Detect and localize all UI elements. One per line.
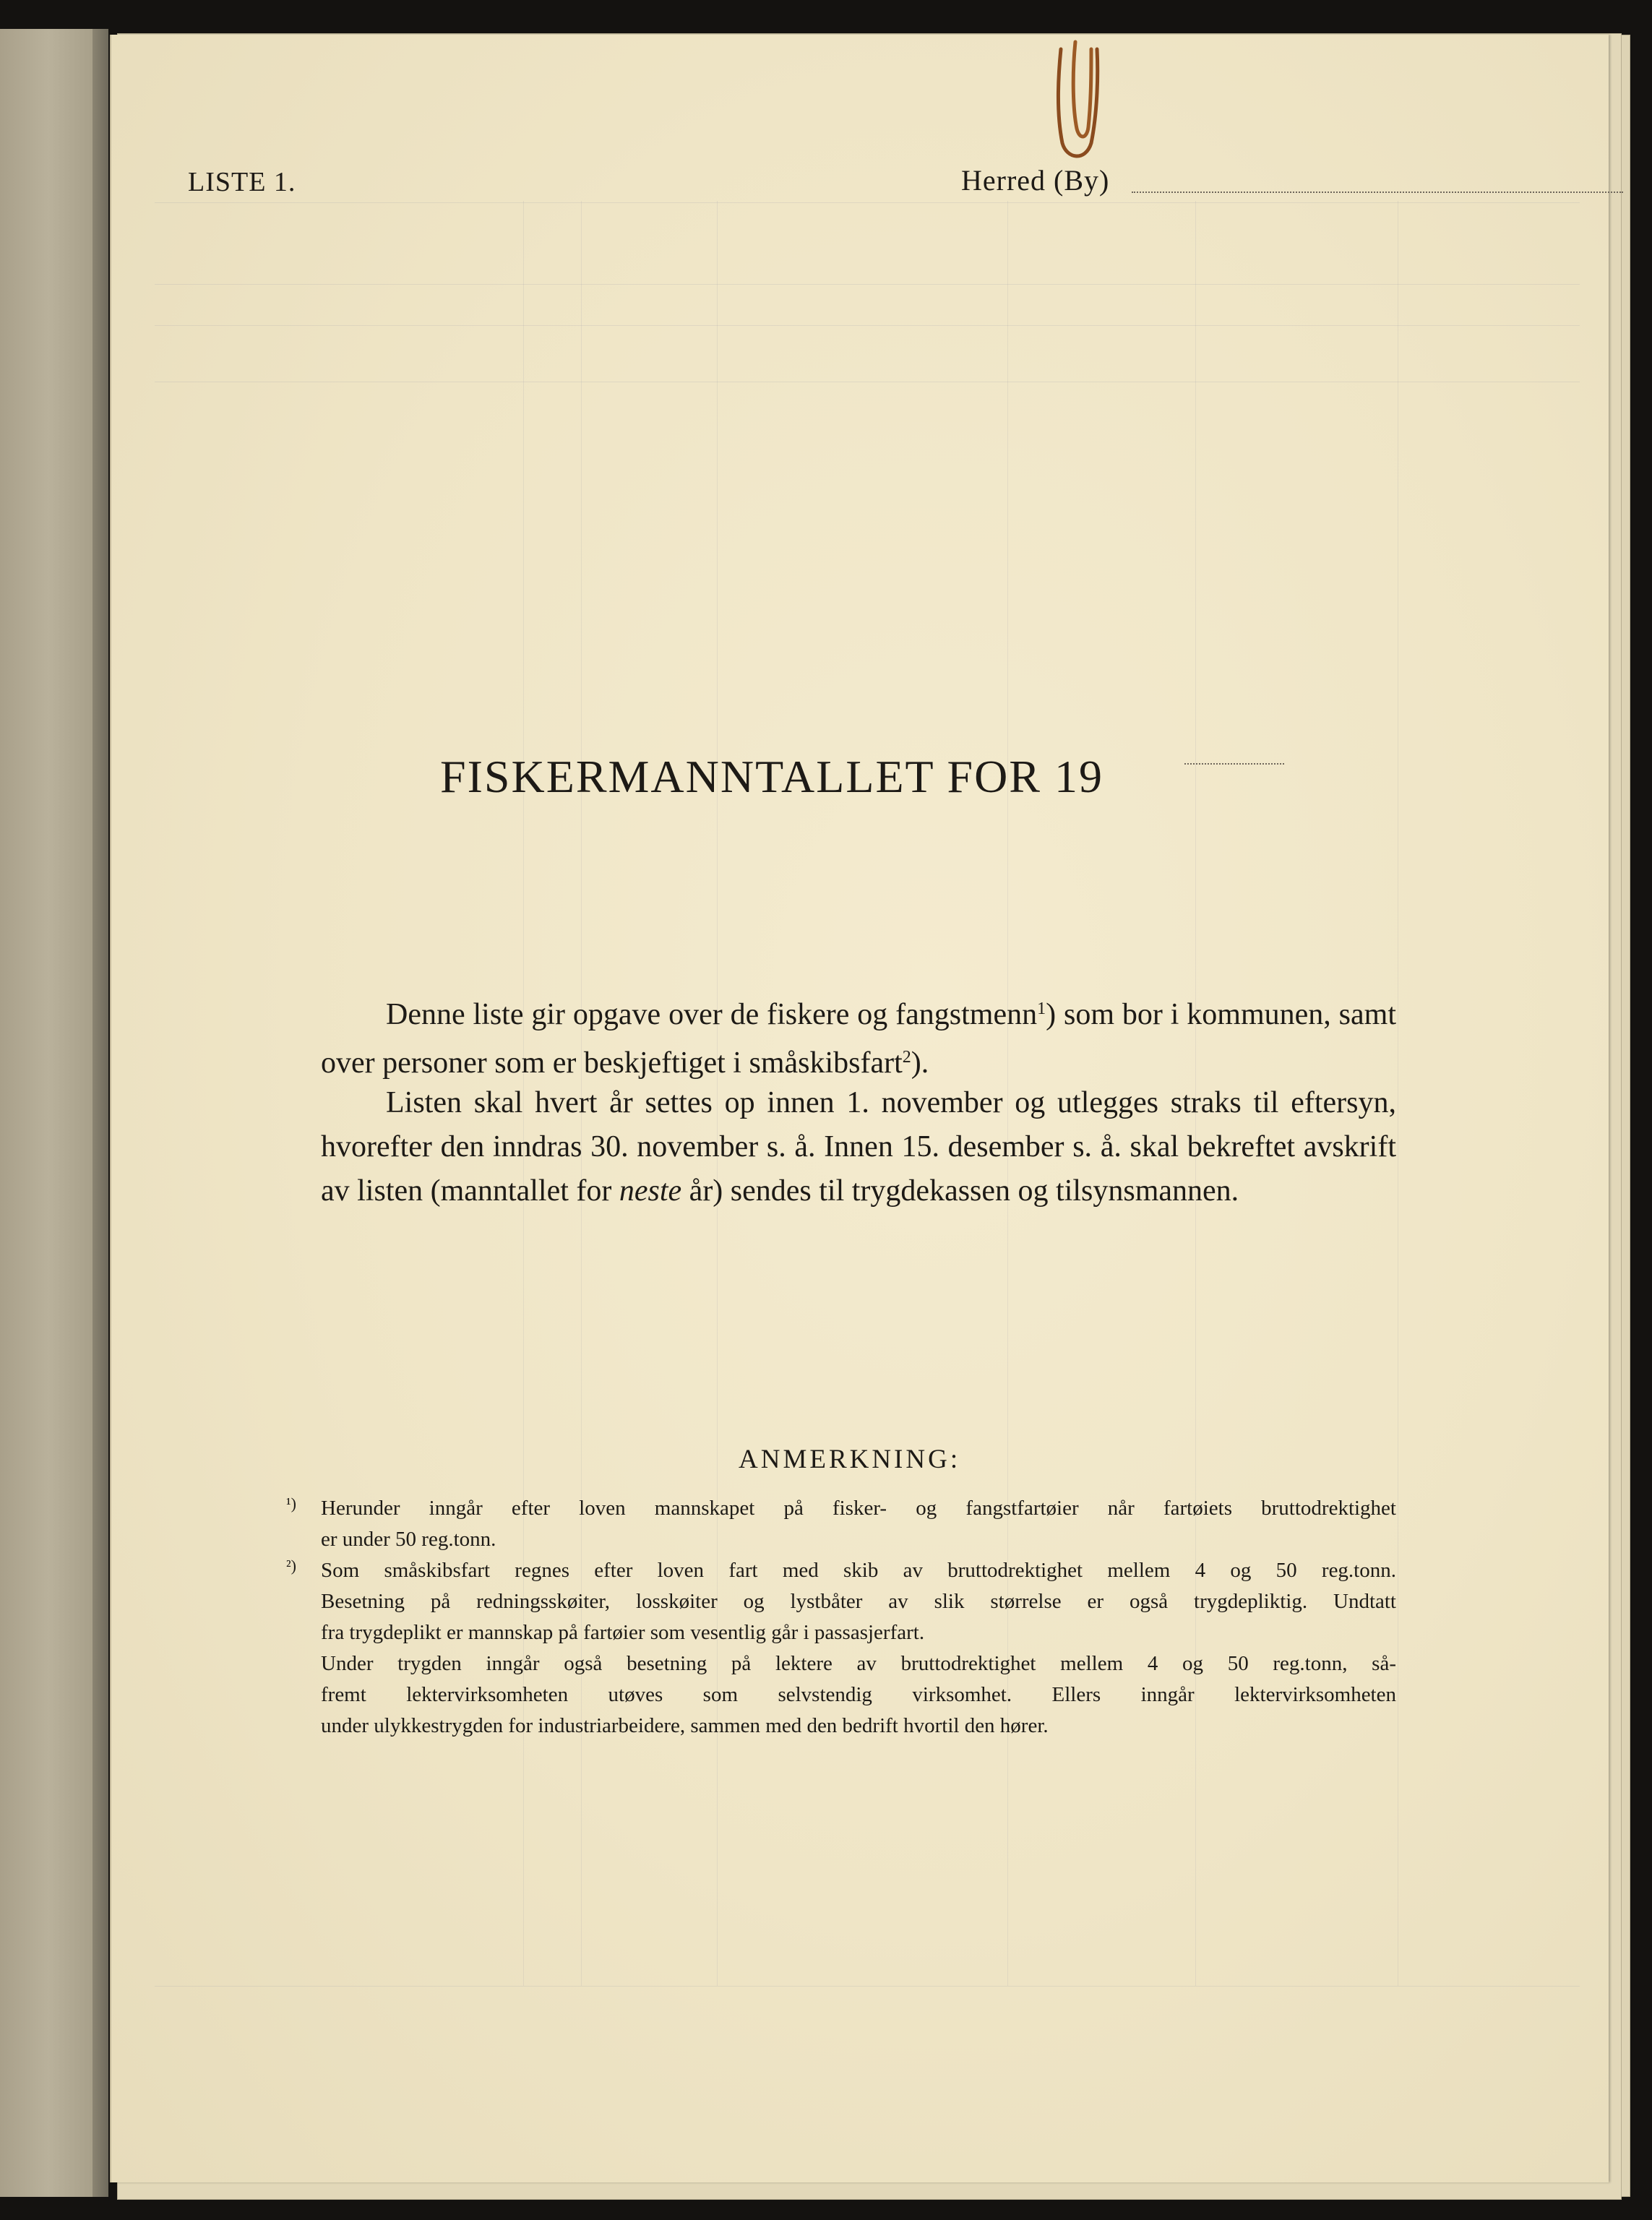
footnote-2 [286, 1555, 1396, 1742]
footnote-line: er under 50 reg.tonn. [321, 1528, 496, 1551]
footnote-line: Herunder inngår efter loven mannskapet på fisker- og fangstfartøier når fartøiets bruttodrektighet [321, 1497, 1396, 1520]
bleed-line [155, 325, 1580, 326]
footnote-line: fra trygdeplikt er mannskap på fartøier som vesentlig går i passasjerfart. [321, 1621, 925, 1644]
footnote-marker: ¹) [286, 1494, 296, 1513]
bleed-line [155, 284, 1580, 285]
intro-text: ). [911, 1046, 929, 1080]
intro-text: Denne liste gir opgave over de fiskere og fangstmenn [386, 998, 1038, 1031]
bleed-line [155, 1986, 1580, 1987]
paper-clip-icon [1041, 35, 1120, 165]
bleed-line [155, 202, 1580, 203]
emphasis-text: neste [619, 1174, 682, 1208]
footnote-ref: 1 [1037, 999, 1046, 1018]
footnote-line: under ulykkestrygden for industriarbeidere, sammen med den bedrift hvortil den hører. [321, 1714, 1049, 1737]
intro-text: Listen skal hvert år settes op innen 1. november og utlegges straks til eftersyn, hvorefter den inndras 30. november s. å. Innen 15. desember s. å. skal bekreftet avskrift av listen (manntallet for [321, 1086, 1396, 1208]
notes-heading: ANMERKNING: [739, 1445, 961, 1474]
footnote-line: Som småskibsfart regnes efter loven fart med skib av bruttodrektighet mellem 4 og 50 reg.tonn. [321, 1559, 1396, 1582]
intro-text: ) som bor i kommunen, samt over personer som er beskjeftiget i småskibsfart [321, 998, 1396, 1080]
footnote-line: fremt lektervirksomheten utøves som selvstendig virksomhet. Ellers inngår lektervirksomheten [321, 1683, 1396, 1706]
municipality-label: Herred (By) [961, 164, 1110, 197]
intro-paragraph-1 [321, 993, 1396, 1090]
footnote-line: Besetning på redningsskøiter, losskøiter og lystbåter av slik størrelse er også trygdepliktig. Undtatt [321, 1590, 1396, 1613]
document-page [110, 35, 1609, 2182]
footnote-1 [286, 1493, 1396, 1555]
footnote-line: Under trygden inngår også besetning på lektere av bruttodrektighet mellem 4 og 50 reg.tonn, så- [321, 1652, 1396, 1675]
footnote-ref: 2 [902, 1048, 911, 1067]
intro-paragraph-2 [321, 1081, 1396, 1213]
intro-text: år) sendes til trygdekassen og tilsynsmannen. [681, 1174, 1239, 1208]
footnote-marker: ²) [286, 1557, 296, 1575]
page-title: FISKERMANNTALLET FOR 19 [440, 751, 1104, 802]
list-number: LISTE 1. [188, 167, 296, 197]
cover-edge [93, 29, 108, 2197]
year-fill-line [1184, 763, 1284, 765]
municipality-fill-line [1132, 192, 1623, 193]
